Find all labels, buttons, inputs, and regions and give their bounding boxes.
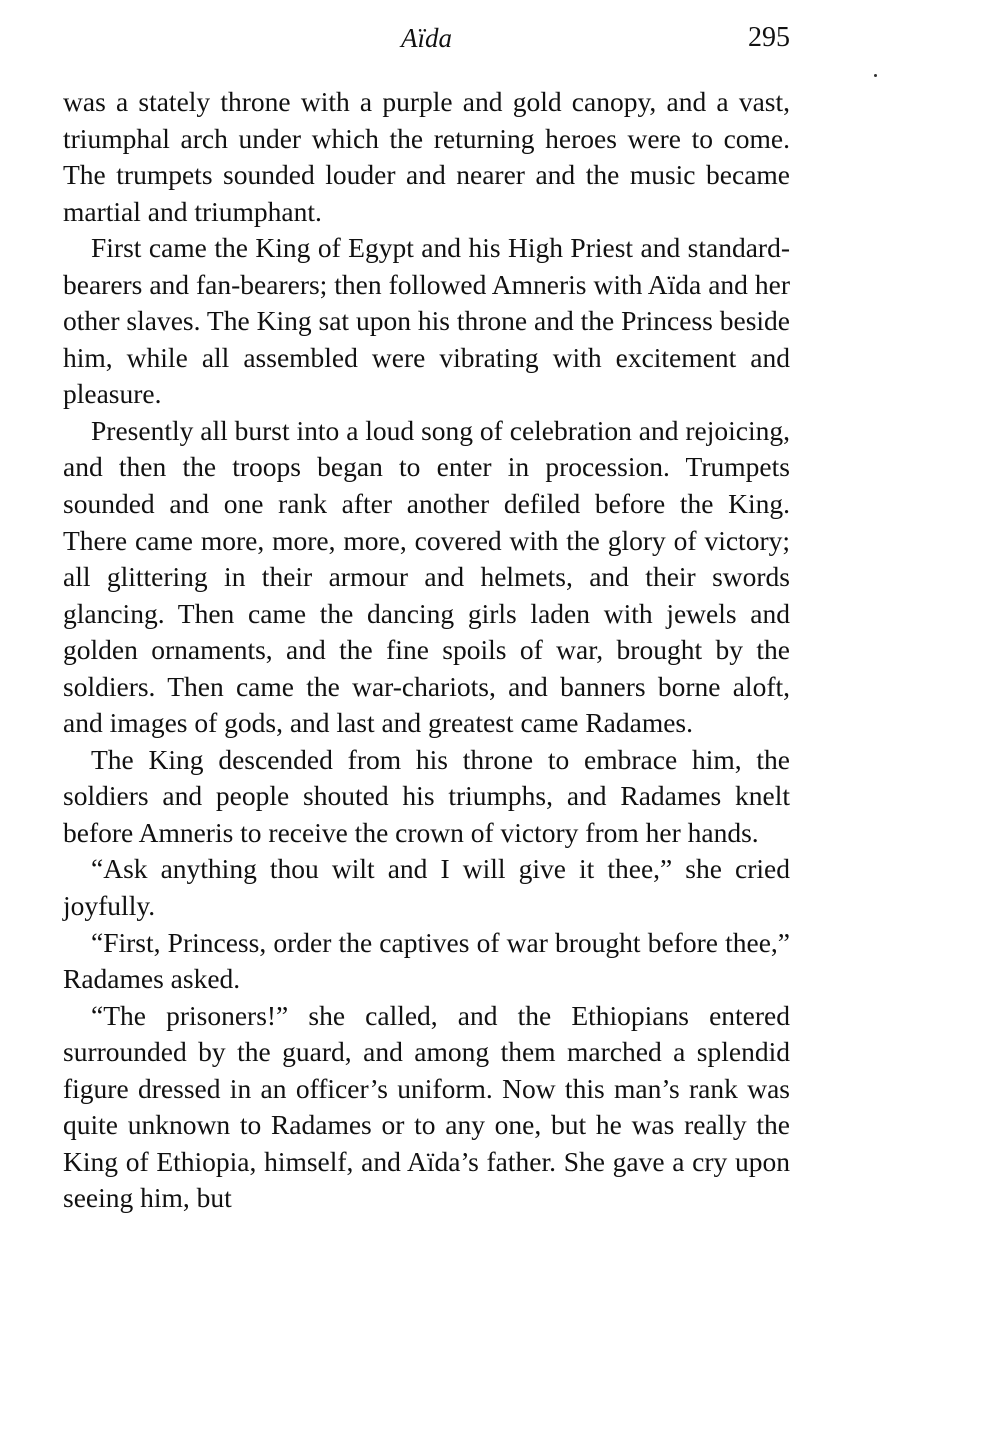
paragraph: “First, Princess, order the captives of war brought before thee,” Radames asked. [63, 926, 790, 995]
paragraph: Presently all burst into a loud song of celebration and rejoicing, and then the troops began to enter in procession. Trumpets sounded and one rank after another defiled before the King. There came more, more, more, covered with the glory of victory; all glittering in their armour and helmets, and their swords glancing. Then came the dancing girls laden with jewels and golden ornaments, and the fine spoils of war, brought by the soldiers. Then came the war-chariots, and banners borne aloft, and images of gods, and last and greatest came Radames. [63, 414, 790, 739]
print-speck [874, 74, 877, 77]
paragraph: The King descended from his throne to embrace him, the soldiers and people shouted his triumphs, and Radames knelt before Amneris to receive the crown of victory from her hands. [63, 743, 790, 848]
paragraph-continued: was a stately throne with a purple and gold canopy, and a vast, triumphal arch under which the returning heroes were to come. The trumpets sounded louder and nearer and the music became martial and triumphant. [63, 86, 790, 227]
body-text [63, 84, 790, 1217]
paragraph: “The prisoners!” she called, and the Ethiopians entered surrounded by the guard, and among them marched a splendid figure dressed in an officer’s uniform. Now this man’s rank was quite unknown to Radames or to any one, but he was really the King of Ethiopia, himself, and Aïda’s father. She gave a cry upon seeing him, but [63, 999, 790, 1214]
paragraph: “Ask anything thou wilt and I will give it thee,” she cried joyfully. [63, 853, 790, 922]
page-number: 295 [748, 22, 790, 53]
paragraph: First came the King of Egypt and his High Priest and standard-bearers and fan-bearers; then followed Amneris with Aïda and her other slaves. The King sat upon his throne and the Princess beside him, while all assembled were vibrating with excitement and pleasure. [63, 232, 790, 410]
running-title: Aïda [401, 23, 452, 53]
running-head [63, 18, 790, 58]
